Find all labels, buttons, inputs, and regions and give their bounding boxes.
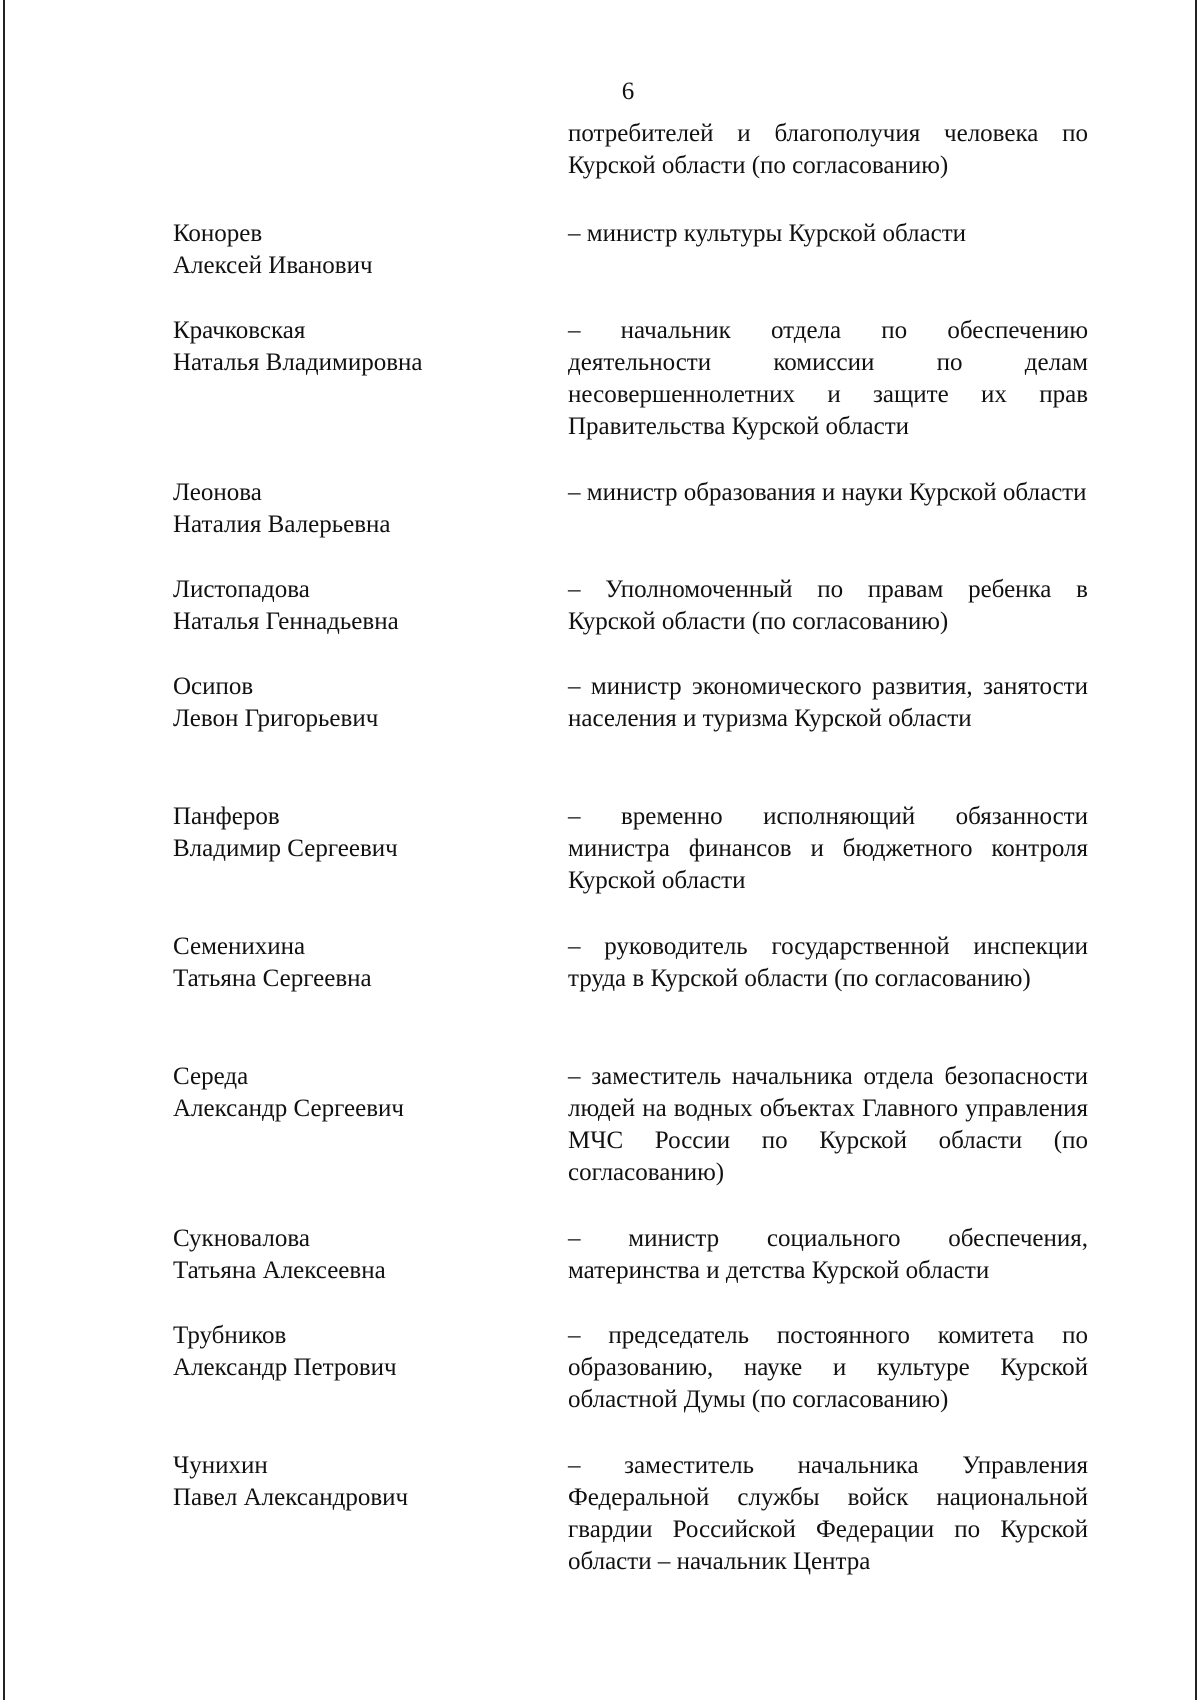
member-given-names: Татьяна Алексеевна — [173, 1257, 386, 1284]
member-surname: Сукновалова — [173, 1225, 310, 1252]
member-role: – заместитель начальника отдела безопасности людей на водных объектах Главного управления МЧС России по Курской области (по согласованию) — [568, 1063, 1088, 1186]
member-surname: Листопадова — [173, 576, 310, 603]
member-role: – министр культуры Курской области — [568, 220, 967, 247]
continued-role-text: потребителей и благополучия человека по Курской области (по согласованию) — [568, 120, 1088, 179]
member-name — [173, 1061, 553, 1125]
member-surname: Леонова — [173, 479, 262, 506]
member-name — [173, 1223, 553, 1287]
member-given-names: Владимир Сергеевич — [173, 835, 398, 862]
member-surname: Трубников — [173, 1322, 287, 1349]
member-surname: Панферов — [173, 803, 280, 830]
member-given-names: Наталья Владимировна — [173, 349, 423, 376]
member-given-names: Татьяна Сергеевна — [173, 965, 372, 992]
member-given-names: Наталья Геннадьевна — [173, 608, 399, 635]
member-role: – начальник отдела по обеспечению деятельности комиссии по делам несовершеннолетних и защите их прав Правительства Курской области — [568, 317, 1088, 440]
member-name — [173, 315, 553, 379]
member-given-names: Наталия Валерьевна — [173, 511, 391, 538]
member-name — [173, 218, 553, 282]
member-given-names: Александр Петрович — [173, 1354, 397, 1381]
member-role: – министр экономического развития, занятости населения и туризма Курской области — [568, 673, 1088, 732]
member-name — [173, 801, 553, 865]
member-surname: Конорев — [173, 220, 263, 247]
member-role: – председатель постоянного комитета по образованию, науке и культуре Курской областной Думы (по согласованию) — [568, 1322, 1088, 1413]
member-given-names: Алексей Иванович — [173, 252, 373, 279]
member-surname: Семенихина — [173, 933, 306, 960]
member-name — [173, 1320, 553, 1384]
member-surname: Осипов — [173, 673, 254, 700]
member-name — [173, 477, 553, 541]
member-surname: Середа — [173, 1063, 249, 1090]
member-role: – временно исполняющий обязанности министра финансов и бюджетного контроля Курской области — [568, 803, 1088, 894]
member-name — [173, 574, 553, 638]
member-role: – Уполномоченный по правам ребенка в Курской области (по согласованию) — [568, 576, 1088, 635]
member-role: – заместитель начальника Управления Федеральной службы войск национальной гвардии Российской Федерации по Курской области – начальник Центра — [568, 1452, 1088, 1575]
member-given-names: Александр Сергеевич — [173, 1095, 404, 1122]
member-role: – министр образования и науки Курской области — [568, 479, 1087, 506]
scan-edge-right — [1195, 0, 1197, 1700]
member-surname: Крачковская — [173, 317, 306, 344]
page-number: 6 — [621, 78, 635, 105]
member-role: – руководитель государственной инспекции труда в Курской области (по согласованию) — [568, 933, 1088, 992]
member-given-names: Павел Александрович — [173, 1484, 409, 1511]
member-name — [173, 671, 553, 735]
member-role: – министр социального обеспечения, материнства и детства Курской области — [568, 1225, 1088, 1284]
member-given-names: Левон Григорьевич — [173, 705, 379, 732]
member-name — [173, 931, 553, 995]
member-surname: Чунихин — [173, 1452, 268, 1479]
member-name — [173, 1450, 553, 1514]
scan-edge-left — [3, 0, 5, 1700]
